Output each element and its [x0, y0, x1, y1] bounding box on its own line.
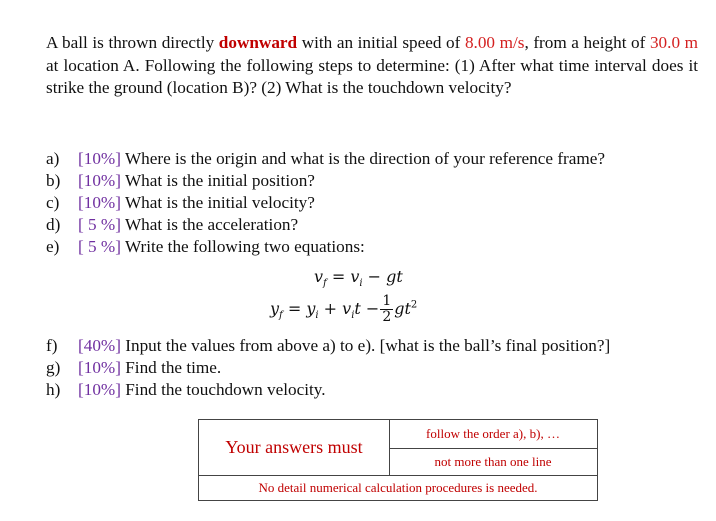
problem-statement [46, 32, 698, 100]
height-value: 30.0 m [649, 33, 698, 52]
step-letter: h) [46, 380, 61, 399]
step-e [46, 236, 365, 258]
problem-text-1: A ball is thrown directly [46, 33, 219, 52]
step-text: What is the acceleration? [120, 215, 299, 234]
step-b [46, 170, 315, 192]
position-equation [270, 294, 417, 325]
step-letter: e) [46, 237, 60, 256]
eq-operator: + [318, 299, 343, 318]
problem-text-4: at location A. Following the following steps to determine: (1) After what time interval does it strike the ground (location B)? (2) What is the touchdown velocity? [46, 55, 698, 97]
step-weight: [10%] [78, 171, 121, 190]
step-text: What is the initial position? [120, 171, 315, 190]
step-text: Input the values from above a) to e). [what is the ball’s final position?] [120, 336, 611, 355]
step-weight: [ 5 %] [78, 237, 121, 256]
eq-subscript: i [315, 310, 319, 322]
step-weight: [10%] [78, 149, 121, 168]
step-a [46, 148, 605, 170]
problem-text-3: , from a height of [524, 33, 650, 52]
step-f [46, 335, 610, 357]
eq-operator: = [282, 299, 307, 318]
step-weight: [40%] [78, 336, 121, 355]
step-weight: [10%] [78, 193, 121, 212]
problem-text-2: with an initial speed of [297, 33, 465, 52]
eq-symbol: y [270, 299, 280, 318]
fraction-denominator: 2 [382, 309, 392, 325]
step-text: What is the initial velocity? [120, 193, 315, 212]
eq-subscript: i [351, 310, 355, 322]
velocity-equation [314, 267, 403, 289]
eq-symbol: v [342, 299, 352, 318]
step-weight: [10%] [78, 380, 121, 399]
eq-symbol: v [314, 267, 324, 286]
problem-keyword: downward [218, 33, 298, 52]
note-right-top-cell: follow the order a), b), … [389, 420, 597, 449]
step-text: Write the following two equations: [120, 237, 365, 256]
step-text: Where is the origin and what is the direction of your reference frame? [120, 149, 606, 168]
eq-symbol: y [306, 299, 316, 318]
eq-exponent: 2 [410, 299, 418, 311]
eq-subscript: f [279, 310, 283, 322]
fraction-numerator: 1 [382, 293, 392, 309]
answer-rules-box [198, 419, 598, 501]
eq-subscript: f [323, 278, 327, 290]
eq-subscript: i [359, 278, 363, 290]
step-d [46, 214, 298, 236]
step-g [46, 357, 221, 379]
note-bottom-cell: No detail numerical calculation procedures is needed. [258, 479, 538, 495]
one-half-fraction [380, 294, 393, 325]
step-letter: g) [46, 358, 61, 377]
step-letter: c) [46, 193, 60, 212]
eq-symbol: v [350, 267, 360, 286]
step-letter: f) [46, 336, 58, 355]
eq-operator: = [326, 267, 351, 286]
eq-term: − gt [362, 267, 403, 286]
note-right-bottom-cell: not more than one line [389, 448, 597, 476]
eq-term: t − [354, 299, 380, 318]
step-text: Find the touchdown velocity. [120, 380, 326, 399]
step-h [46, 379, 326, 401]
step-c [46, 192, 315, 214]
eq-term: gt [394, 299, 411, 318]
initial-speed-value: 8.00 m/s [464, 33, 525, 52]
step-text: Find the time. [120, 358, 222, 377]
step-letter: a) [46, 149, 60, 168]
step-letter: b) [46, 171, 61, 190]
step-weight: [ 5 %] [78, 215, 121, 234]
step-weight: [10%] [78, 358, 121, 377]
note-left-cell: Your answers must [199, 420, 390, 476]
step-letter: d) [46, 215, 61, 234]
